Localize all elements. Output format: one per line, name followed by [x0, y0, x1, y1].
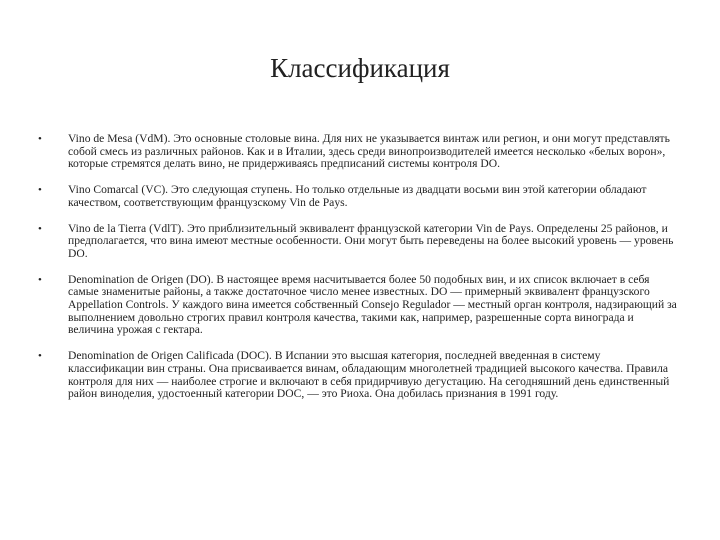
- list-item: [38, 184, 678, 209]
- bullet-icon: •: [38, 133, 42, 145]
- list-item: [38, 350, 678, 401]
- bullet-icon: •: [38, 222, 42, 235]
- classification-list: [38, 133, 678, 414]
- bullet-icon: •: [38, 184, 42, 197]
- list-item-text: Vino de Mesa (VdM). Это основные столовые вина. Для них не указывается винтаж или регион, и они могут представлять собой смесь из различных районов. Как и в Италии, здесь среди винопроизводителей имеется несколько «белых ворон», которые стремятся делать вино, не придерживаясь предписаний системы контроля DO.: [68, 132, 670, 171]
- bullet-icon: •: [38, 273, 42, 286]
- list-item: [38, 274, 678, 338]
- list-item: [38, 223, 678, 261]
- list-item-text: Vino Comarcal (VC). Это следующая ступень. Но только отдельные из двадцати восьми вин этой категории обладают качеством, соответствующим французскому Vin de Pays.: [68, 183, 647, 209]
- slide-title: Классификация: [270, 53, 450, 83]
- list-item-text: Denomination de Origen (DO). В настоящее время насчитывается более 50 подобных вин, и их список включает в себя самые знаменитые районы, а также достаточное число менее известных. DO — примерный эквивалент французского Appellation Controls. У каждого вина имеется собственный Consejo Regulador — местный орган контроля, надзирающий за выполнением довольно строгих правил контроля качества, такими как, например, разрешенные сорта винограда и величина урожая с гектара.: [68, 272, 677, 337]
- bullet-icon: •: [38, 350, 42, 363]
- list-item-text: Vino de la Tierra (VdlT). Это приблизительный эквивалент французской категории Vin de Pays. Определены 25 районов, и предполагается, что вина имеют местные особенности. Они могут быть переведены на более высокий уровень — уровень DO.: [68, 221, 674, 260]
- list-item: [38, 133, 678, 171]
- list-item-text: Denomination de Origen Calificada (DOC). В Испании это высшая категория, последней введенная в систему классификации вин страны. Она присваивается винам, обладающим многолетней традицией высокого качества. Правила контроля для них — наиболее строгие и включают в себя придирчивую дегустацию. На сегодняшний день единственный район виноделия, удостоенный категории DOC, — это Риоха. Она добилась признания в 1991 году.: [68, 349, 670, 401]
